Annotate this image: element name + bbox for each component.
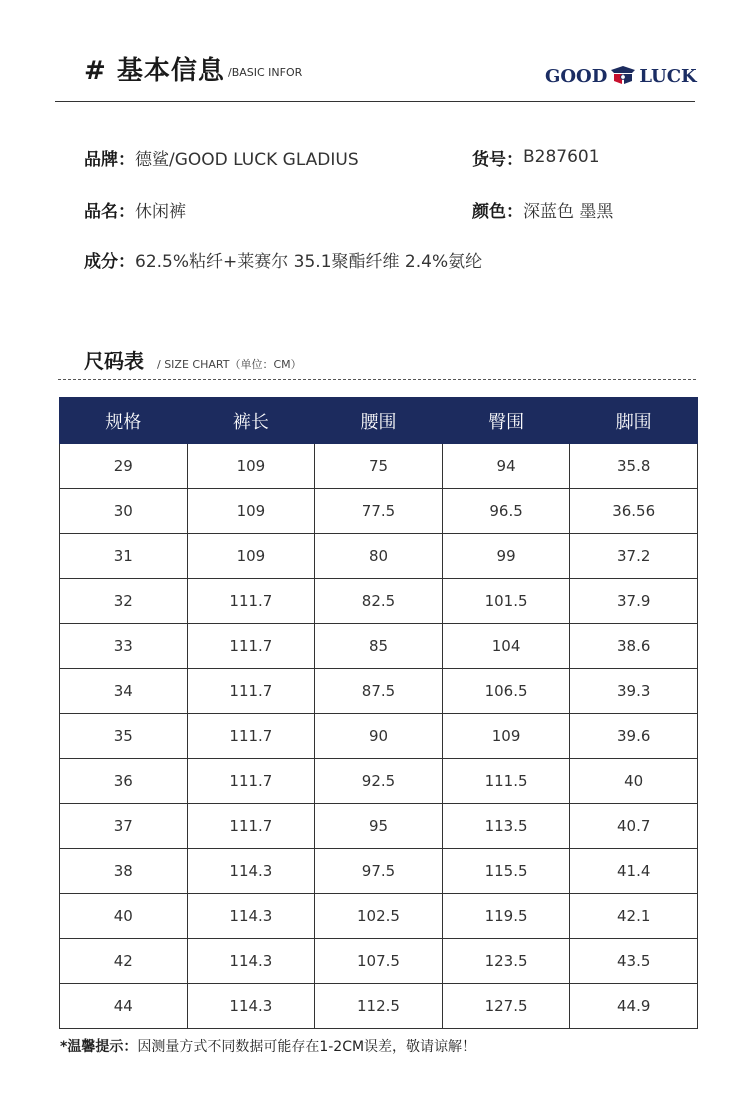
- brand-logo: [545, 63, 697, 89]
- header-cell: 臀围: [442, 398, 570, 444]
- table-cell: 33: [60, 624, 188, 669]
- size-chart-subtitle: / SIZE CHART（单位：CM）: [157, 358, 302, 371]
- table-row: [60, 759, 698, 804]
- table-cell: 109: [187, 534, 315, 579]
- table-cell: 101.5: [442, 579, 570, 624]
- table-cell: 40: [60, 894, 188, 939]
- table-cell: 107.5: [315, 939, 443, 984]
- brand-row: [84, 143, 359, 171]
- size-chart-divider: [58, 379, 696, 380]
- size-chart-title: 尺码表: [84, 349, 144, 373]
- table-cell: 109: [442, 714, 570, 759]
- table-cell: 31: [60, 534, 188, 579]
- table-cell: 77.5: [315, 489, 443, 534]
- table-cell: 111.7: [187, 714, 315, 759]
- table-row: [60, 489, 698, 534]
- table-cell: 109: [187, 489, 315, 534]
- table-row: [60, 849, 698, 894]
- table-cell: 35.8: [570, 444, 698, 489]
- material-label: 成分：: [84, 251, 135, 272]
- table-cell: 119.5: [442, 894, 570, 939]
- table-cell: 104: [442, 624, 570, 669]
- table-cell: 99: [442, 534, 570, 579]
- table-cell: 111.7: [187, 759, 315, 804]
- table-row: [60, 984, 698, 1029]
- table-cell: 44.9: [570, 984, 698, 1029]
- material-value: 62.5%粘纤+莱赛尔 35.1聚酯纤维 2.4%氨纶: [135, 251, 483, 272]
- size-table: [59, 397, 698, 1029]
- material-row: [84, 245, 482, 273]
- table-cell: 114.3: [187, 984, 315, 1029]
- sku-value: B287601: [523, 147, 600, 167]
- table-cell: 111.7: [187, 804, 315, 849]
- table-cell: 43.5: [570, 939, 698, 984]
- table-cell: 42: [60, 939, 188, 984]
- note-text: 因测量方式不同数据可能存在1-2CM误差，敬请谅解！: [137, 1039, 477, 1055]
- color-label: 颜色：: [472, 201, 523, 222]
- table-cell: 29: [60, 444, 188, 489]
- color-row: [472, 195, 613, 223]
- size-table-header-row: [60, 398, 698, 444]
- table-cell: 37.9: [570, 579, 698, 624]
- brand-label: 品牌：: [84, 149, 135, 170]
- table-row: [60, 939, 698, 984]
- table-cell: 115.5: [442, 849, 570, 894]
- table-cell: 96.5: [442, 489, 570, 534]
- table-cell: 114.3: [187, 849, 315, 894]
- product-name-value: 休闲裤: [135, 201, 186, 222]
- table-cell: 34: [60, 669, 188, 714]
- ship-emblem-icon: [608, 65, 638, 87]
- table-cell: 106.5: [442, 669, 570, 714]
- table-cell: 41.4: [570, 849, 698, 894]
- table-cell: 80: [315, 534, 443, 579]
- header-divider: [55, 101, 695, 102]
- table-cell: 92.5: [315, 759, 443, 804]
- table-cell: 85: [315, 624, 443, 669]
- header-cell: 裤长: [187, 398, 315, 444]
- table-cell: 35: [60, 714, 188, 759]
- table-cell: 42.1: [570, 894, 698, 939]
- table-cell: 75: [315, 444, 443, 489]
- table-row: [60, 444, 698, 489]
- table-cell: 113.5: [442, 804, 570, 849]
- section-title: # 基本信息: [84, 56, 225, 86]
- table-cell: 111.7: [187, 669, 315, 714]
- logo-text-right: LUCK: [639, 65, 697, 87]
- table-row: [60, 714, 698, 759]
- table-cell: 38: [60, 849, 188, 894]
- table-cell: 37: [60, 804, 188, 849]
- product-name-label: 品名：: [84, 201, 135, 222]
- table-cell: 127.5: [442, 984, 570, 1029]
- table-cell: 37.2: [570, 534, 698, 579]
- table-cell: 114.3: [187, 939, 315, 984]
- header-cell: 规格: [60, 398, 188, 444]
- table-cell: 30: [60, 489, 188, 534]
- table-cell: 82.5: [315, 579, 443, 624]
- table-cell: 39.6: [570, 714, 698, 759]
- sku-label: 货号：: [472, 149, 523, 170]
- product-name-row: [84, 195, 186, 223]
- table-row: [60, 894, 698, 939]
- table-cell: 90: [315, 714, 443, 759]
- section-subtitle: /BASIC INFOR: [228, 66, 303, 79]
- table-cell: 87.5: [315, 669, 443, 714]
- table-cell: 123.5: [442, 939, 570, 984]
- sku-row: [472, 143, 600, 171]
- table-row: [60, 624, 698, 669]
- table-row: [60, 579, 698, 624]
- table-cell: 38.6: [570, 624, 698, 669]
- size-table-body: [60, 444, 698, 1029]
- table-cell: 32: [60, 579, 188, 624]
- header-cell: 腰围: [315, 398, 443, 444]
- table-cell: 94: [442, 444, 570, 489]
- table-cell: 111.7: [187, 624, 315, 669]
- logo-text-left: GOOD: [545, 65, 608, 87]
- table-cell: 39.3: [570, 669, 698, 714]
- header-cell: 脚围: [570, 398, 698, 444]
- table-cell: 97.5: [315, 849, 443, 894]
- table-cell: 102.5: [315, 894, 443, 939]
- table-cell: 95: [315, 804, 443, 849]
- color-value: 深蓝色 墨黑: [523, 201, 614, 222]
- table-row: [60, 804, 698, 849]
- basic-info-header: [0, 0, 750, 110]
- table-cell: 36: [60, 759, 188, 804]
- table-cell: 44: [60, 984, 188, 1029]
- table-cell: 114.3: [187, 894, 315, 939]
- note-label: *温馨提示：: [60, 1039, 138, 1055]
- table-cell: 111.7: [187, 579, 315, 624]
- table-row: [60, 669, 698, 714]
- table-cell: 111.5: [442, 759, 570, 804]
- table-cell: 40: [570, 759, 698, 804]
- table-cell: 109: [187, 444, 315, 489]
- measurement-note: [60, 1036, 476, 1056]
- table-cell: 40.7: [570, 804, 698, 849]
- table-cell: 36.56: [570, 489, 698, 534]
- table-cell: 112.5: [315, 984, 443, 1029]
- table-row: [60, 534, 698, 579]
- brand-value: 德鲨/GOOD LUCK GLADIUS: [135, 149, 359, 170]
